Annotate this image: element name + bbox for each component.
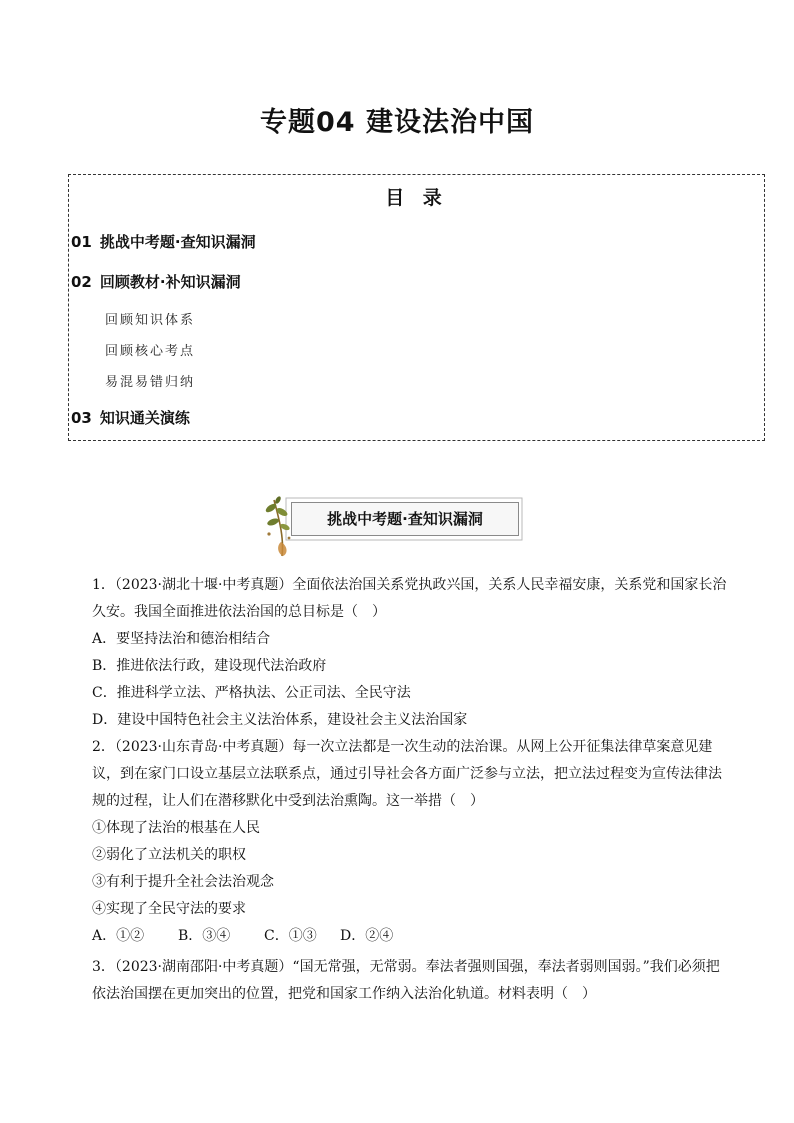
question-3 <box>92 954 732 1008</box>
toc-item-label: 挑战中考题·查知识漏洞 <box>99 233 256 251</box>
toc-item-02[interactable] <box>71 271 241 292</box>
choice-b: B．③④ <box>178 928 231 944</box>
toc-subitem[interactable]: 回顾知识体系 <box>105 313 196 328</box>
statement-item: ②弱化了立法机关的职权 <box>92 847 246 863</box>
section-banner <box>262 494 524 558</box>
page-title: 专题04 建设法治中国 <box>260 107 534 138</box>
choice-a: A．①② <box>92 928 145 944</box>
answer-option-a: A．要坚持法治和德治相结合 <box>92 631 271 647</box>
toc-subitem[interactable]: 回顾核心考点 <box>105 344 196 359</box>
statement-item: ③有利于提升全社会法治观念 <box>92 874 274 890</box>
answer-option-c: C．推进科学立法、严格执法、公正司法、全民守法 <box>92 685 411 701</box>
question-1 <box>92 572 732 734</box>
question-stem: 1．（2023·湖北十堰·中考真题）全面依法治国关系党执政兴国，关系人民幸福安康，关系党和国家长治久安。我国全面推进依法治国的总目标是（ ） <box>92 577 727 620</box>
toc-item-number: 01 <box>71 233 92 251</box>
question-stem: 2．（2023·山东青岛·中考真题）每一次立法都是一次生动的法治课。从网上公开征集法律草案意见建议，到在家门口设立基层立法联系点，通过引导社会各方面广泛参与立法，把立法过程变为宣传法律法规的过程，让人们在潜移默化中受到法治熏陶。这一举措（ ） <box>92 739 722 809</box>
choice-c: C．①③ <box>264 928 317 944</box>
answer-option-d: D．建设中国特色社会主义法治体系，建设社会主义法治国家 <box>92 712 468 728</box>
toc-subitem[interactable]: 易混易错归纳 <box>105 375 196 390</box>
question-2 <box>92 734 732 950</box>
toc-item-03[interactable] <box>71 407 190 428</box>
table-of-contents <box>68 174 765 441</box>
toc-item-01[interactable] <box>71 231 256 252</box>
toc-item-number: 03 <box>71 409 92 427</box>
toc-heading: 目 录 <box>385 187 448 209</box>
section-banner-label: 挑战中考题·查知识漏洞 <box>291 502 519 536</box>
answer-option-b: B．推进依法行政，建设现代法治政府 <box>92 658 327 674</box>
answer-choices <box>92 923 732 950</box>
statement-item: ④实现了全民守法的要求 <box>92 901 246 917</box>
toc-item-number: 02 <box>71 273 92 291</box>
toc-item-label: 知识通关演练 <box>99 409 190 427</box>
toc-item-label: 回顾教材·补知识漏洞 <box>99 273 241 291</box>
statement-item: ①体现了法治的根基在人民 <box>92 820 260 836</box>
choice-d: D．②④ <box>340 928 394 944</box>
question-stem: 3．（2023·湖南邵阳·中考真题）“国无常强，无常弱。奉法者强则国强，奉法者弱则国弱。”我们必须把依法治国摆在更加突出的位置，把党和国家工作纳入法治化轨道。材料表明（ ） <box>92 959 720 1002</box>
